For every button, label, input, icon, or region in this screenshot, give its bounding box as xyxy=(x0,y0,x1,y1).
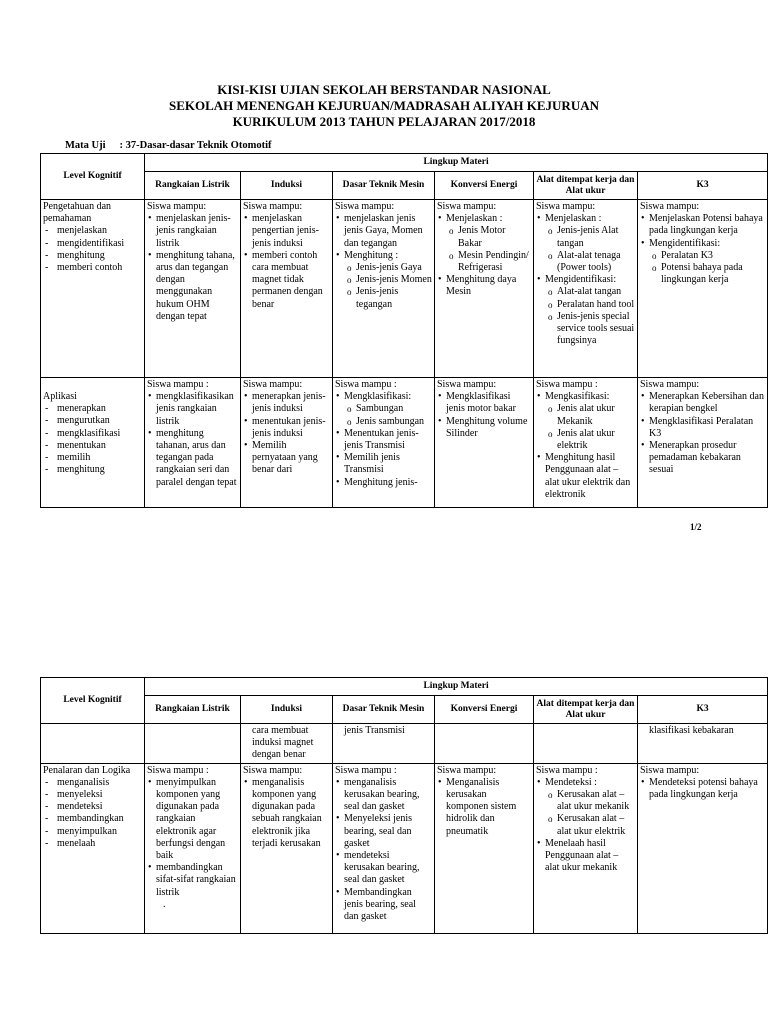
list-item xyxy=(545,274,635,347)
mata-uji-value: : 37-Dasar-dasar Teknik Otomotif xyxy=(119,140,272,151)
level-item: - menghitung xyxy=(57,250,142,262)
header-alat-ukur: Alat ditempat kerja dan Alat ukur xyxy=(534,696,638,724)
header-induksi: Induksi xyxy=(241,172,333,200)
header-k3: K3 xyxy=(638,172,768,200)
list-item: • Menganalisis kerusakan komponen sistem hidrolik dan pneumatik xyxy=(446,777,531,838)
header-k3: K3 xyxy=(638,696,768,724)
cell-intro: Siswa mampu: xyxy=(335,201,395,212)
continued-text: jenis Transmisi xyxy=(344,725,405,736)
list-item: • Membandingkan jenis bearing, seal dan gasket xyxy=(344,887,432,924)
level-item: - memberi contoh xyxy=(57,262,142,274)
header-dasar-teknik-mesin: Dasar Teknik Mesin xyxy=(333,172,435,200)
header-alat-ukur: Alat ditempat kerja dan Alat ukur xyxy=(534,172,638,200)
cell-intro: Siswa mampu: xyxy=(437,379,497,390)
cell-dasar-teknik-mesin xyxy=(333,200,435,378)
cell-dasar-teknik-mesin xyxy=(333,378,435,508)
cell-intro: Siswa mampu : xyxy=(147,764,209,776)
cell-intro: Siswa mampu: xyxy=(243,379,303,390)
cell-intro: Siswa mampu : xyxy=(536,379,598,390)
kisi-table-page-2 xyxy=(40,677,768,934)
trailing-dot: . xyxy=(163,898,166,910)
cell-k3 xyxy=(638,200,768,378)
level-cell xyxy=(41,200,145,378)
level-item: - menelaah xyxy=(57,838,142,850)
cell-intro: Siswa mampu: xyxy=(243,764,303,776)
sub-item: o Jenis alat ukur Mekanik xyxy=(557,403,635,427)
list-item: • menganalisis komponen yang digunakan pada sebuah rangkaian elektronik jika terjadi kerusakan xyxy=(252,777,330,850)
mata-uji xyxy=(65,140,272,151)
document-page-2 xyxy=(0,660,768,1024)
level-item: - menyimpulkan xyxy=(57,826,142,838)
cell-rangkaian-listrik xyxy=(145,763,241,933)
cell-induksi xyxy=(241,378,333,508)
cell-intro: Siswa mampu: xyxy=(536,201,596,212)
sub-item: o Jenis Motor Bakar xyxy=(458,225,531,249)
header-rangkaian-listrik: Rangkaian Listrik xyxy=(145,696,241,724)
list-item: • Menjelaskan Potensi bahaya pada lingkungan kerja xyxy=(649,213,765,237)
cell-konversi-energi xyxy=(435,378,534,508)
header-konversi-energi: Konversi Energi xyxy=(435,696,534,724)
level-item: - menyeleksi xyxy=(57,789,142,801)
sub-item: o Potensi bahaya pada lingkungan kerja xyxy=(661,262,765,286)
cell-konversi-energi xyxy=(435,724,534,764)
list-item: • Mendeteksi potensi bahaya pada lingkungan kerja xyxy=(649,777,765,801)
title-line-3: KURIKULUM 2013 TAHUN PELAJARAN 2017/2018 xyxy=(232,114,536,129)
list-item: • menjelaskan jenis-jenis rangkaian listrik xyxy=(156,213,238,250)
level-item: - menjelaskan xyxy=(57,225,142,237)
level-item: - membandingkan xyxy=(57,813,142,825)
list-item: • Menghitung daya Mesin xyxy=(446,274,531,298)
list-item: • mengklasifikasikan jenis rangkaian listrik xyxy=(156,391,238,428)
list-item: • Menentukan jenis-jenis Transmisi xyxy=(344,428,432,452)
header-level-kognitif: Level Kognitif xyxy=(41,678,145,724)
header-induksi: Induksi xyxy=(241,696,333,724)
cell-intro: Siswa mampu: xyxy=(640,379,700,390)
list-item-text: Mengidentifikasi: xyxy=(545,274,617,286)
list-item-text: Menghitung : xyxy=(344,249,399,261)
cell-rangkaian-listrik xyxy=(145,200,241,378)
sub-item: o Mesin Pendingin/ Refrigerasi xyxy=(458,250,531,274)
list-item-text: Mendeteksi : xyxy=(545,776,597,788)
cell-k3 xyxy=(638,378,768,508)
header-konversi-energi: Konversi Energi xyxy=(435,172,534,200)
level-item: - menerapkan xyxy=(57,403,142,415)
sub-item: o Jenis alat ukur elektrik xyxy=(557,428,635,452)
list-item: • Memilih jenis Transmisi xyxy=(344,452,432,476)
sub-item: o Alat-alat tenaga (Power tools) xyxy=(557,250,635,274)
sub-item: o Jenis-jenis special service tools sesuai fungsinya xyxy=(557,311,635,348)
list-item xyxy=(545,213,635,274)
cell-intro: Siswa mampu : xyxy=(335,379,397,390)
list-item: • Mengklasifikasi jenis motor bakar xyxy=(446,391,531,415)
title-line-1: KISI-KISI UJIAN SEKOLAH BERSTANDAR NASIONAL xyxy=(217,82,551,97)
document-title xyxy=(0,82,768,130)
level-item: - menentukan xyxy=(57,440,142,452)
sub-item: o Peralatan K3 xyxy=(661,250,765,262)
header-level-kognitif: Level Kognitif xyxy=(41,154,145,200)
list-item-text: Mengklasifikasi: xyxy=(344,391,412,403)
list-item: • menerapkan jenis-jenis induksi xyxy=(252,391,330,415)
title-line-2: SEKOLAH MENENGAH KEJURUAN/MADRASAH ALIYAH KEJURUAN xyxy=(168,98,599,113)
list-item xyxy=(649,238,765,287)
list-item-text: Menjelaskan : xyxy=(446,213,503,225)
list-item: • Menyeleksi jenis bearing, seal dan gasket xyxy=(344,813,432,850)
list-item: • menganalisis kerusakan bearing, seal dan gasket xyxy=(344,777,432,814)
list-item-text: Mengidentifikasi: xyxy=(649,237,721,249)
level-cell xyxy=(41,724,145,764)
header-dasar-teknik-mesin: Dasar Teknik Mesin xyxy=(333,696,435,724)
list-item: • menjelaskan pengertian jenis-jenis induksi xyxy=(252,213,330,250)
sub-item: o Peralatan hand tool xyxy=(557,299,635,311)
level-label: Penalaran dan Logika xyxy=(43,764,131,776)
list-item: • menyimpulkan komponen yang digunakan pada rangkaian elektronik agar berfungsi dengan baik xyxy=(156,777,238,862)
sub-item: o Alat-alat tangan xyxy=(557,286,635,298)
cell-intro: Siswa mampu: xyxy=(243,201,303,212)
sub-item: o Jenis sambungan xyxy=(356,416,432,428)
list-item: • menghitung tahanan, arus dan tegangan pada rangkaian seri dan paralel dengan tepat xyxy=(156,428,238,489)
table-row-penalaran xyxy=(41,763,768,933)
cell-k3 xyxy=(638,763,768,933)
cell-dasar-teknik-mesin xyxy=(333,724,435,764)
list-item: • Menerapkan Kebersihan dan kerapian bengkel xyxy=(649,391,765,415)
level-item: - mengklasifikasi xyxy=(57,428,142,440)
cell-rangkaian-listrik xyxy=(145,724,241,764)
sub-item: o Jenis-jenis Momen xyxy=(356,274,432,286)
list-item: • menghitung tahana, arus dan tegangan dengan menggunakan hukum OHM dengan tepat xyxy=(156,250,238,323)
level-list xyxy=(43,225,142,274)
cell-konversi-energi xyxy=(435,763,534,933)
continued-text: klasifikasi kebakaran xyxy=(649,725,734,736)
level-cell xyxy=(41,378,145,508)
cell-induksi xyxy=(241,724,333,764)
list-item xyxy=(344,391,432,428)
header-lingkup-materi: Lingkup Materi xyxy=(145,678,768,696)
mata-uji-label: Mata Uji xyxy=(65,140,106,151)
list-item: • Mengklasifikasi Peralatan K3 xyxy=(649,416,765,440)
list-item: • menjelaskan jenis jenis Gaya, Momen dan tegangan xyxy=(344,213,432,250)
list-item: • Menghitung volume Silinder xyxy=(446,416,531,440)
list-item: • Menghitung hasil Penggunaan alat – alat ukur elektrik dan elektronik xyxy=(545,452,635,501)
cell-k3 xyxy=(638,724,768,764)
level-item: - mendeteksi xyxy=(57,801,142,813)
sub-item: o Jenis-jenis tegangan xyxy=(356,286,432,310)
cell-intro: Siswa mampu: xyxy=(437,201,497,212)
cell-intro: Siswa mampu : xyxy=(147,379,209,390)
level-item: - mengurutkan xyxy=(57,415,142,427)
list-item: • Menerapkan prosedur pemadaman kebakaran sesuai xyxy=(649,440,765,477)
level-list xyxy=(43,403,142,476)
cell-alat-ukur xyxy=(534,378,638,508)
level-label: Pengetahuan dan pemahaman xyxy=(43,201,112,225)
cell-intro: Siswa mampu: xyxy=(147,201,207,212)
cell-konversi-energi xyxy=(435,200,534,378)
list-item xyxy=(344,250,432,311)
list-item: • Menelaah hasil Penggunaan alat – alat ukur mekanik xyxy=(545,838,635,875)
cell-intro: Siswa mampu : xyxy=(335,764,397,776)
table-row-continuation xyxy=(41,724,768,764)
list-item: • menentukan jenis-jenis induksi xyxy=(252,416,330,440)
list-item-text: Menjelaskan : xyxy=(545,213,602,225)
cell-alat-ukur xyxy=(534,724,638,764)
cell-intro: Siswa mampu: xyxy=(437,764,497,776)
level-list xyxy=(43,777,142,850)
cell-intro: Siswa mampu : xyxy=(536,764,598,776)
level-label: Aplikasi xyxy=(43,391,77,402)
list-item: • membandingkan sifat-sifat rangkaian listrik xyxy=(156,862,238,899)
table-row-aplikasi xyxy=(41,378,768,508)
cell-alat-ukur xyxy=(534,200,638,378)
continued-text: cara membuat induksi magnet dengan benar xyxy=(252,725,314,761)
cell-dasar-teknik-mesin xyxy=(333,763,435,933)
cell-induksi xyxy=(241,763,333,933)
level-item: - mengidentifikasi xyxy=(57,238,142,250)
sub-item: o Kerusakan alat – alat ukur mekanik xyxy=(557,789,635,813)
header-lingkup-materi: Lingkup Materi xyxy=(145,154,768,172)
level-item: - memilih xyxy=(57,452,142,464)
sub-item: o Sambungan xyxy=(356,403,432,415)
level-cell xyxy=(41,763,145,933)
cell-intro: Siswa mampu: xyxy=(640,764,700,776)
list-item-text: Mengkasifikasi: xyxy=(545,391,610,403)
list-item: • memberi contoh cara membuat magnet tidak permanen dengan benar xyxy=(252,250,330,311)
cell-induksi xyxy=(241,200,333,378)
list-item: • Menghitung jenis- xyxy=(344,477,432,489)
level-item: - menganalisis xyxy=(57,777,142,789)
header-rangkaian-listrik: Rangkaian Listrik xyxy=(145,172,241,200)
list-item xyxy=(545,391,635,452)
kisi-table-page-1 xyxy=(40,153,768,508)
sub-item: o Kerusakan alat – alat ukur elektrik xyxy=(557,813,635,837)
cell-alat-ukur xyxy=(534,763,638,933)
level-item: - menghitung xyxy=(57,464,142,476)
list-item: • Memilih pernyataan yang benar dari xyxy=(252,440,330,477)
sub-item: o Jenis-jenis Alat tangan xyxy=(557,225,635,249)
list-item: • mendeteksi kerusakan bearing, seal dan gasket xyxy=(344,850,432,887)
cell-intro: Siswa mampu: xyxy=(640,201,700,212)
sub-item: o Jenis-jenis Gaya xyxy=(356,262,432,274)
list-item xyxy=(545,777,635,838)
table-row-pengetahuan xyxy=(41,200,768,378)
list-item xyxy=(446,213,531,274)
page-number: 1/2 xyxy=(690,522,702,532)
cell-rangkaian-listrik xyxy=(145,378,241,508)
